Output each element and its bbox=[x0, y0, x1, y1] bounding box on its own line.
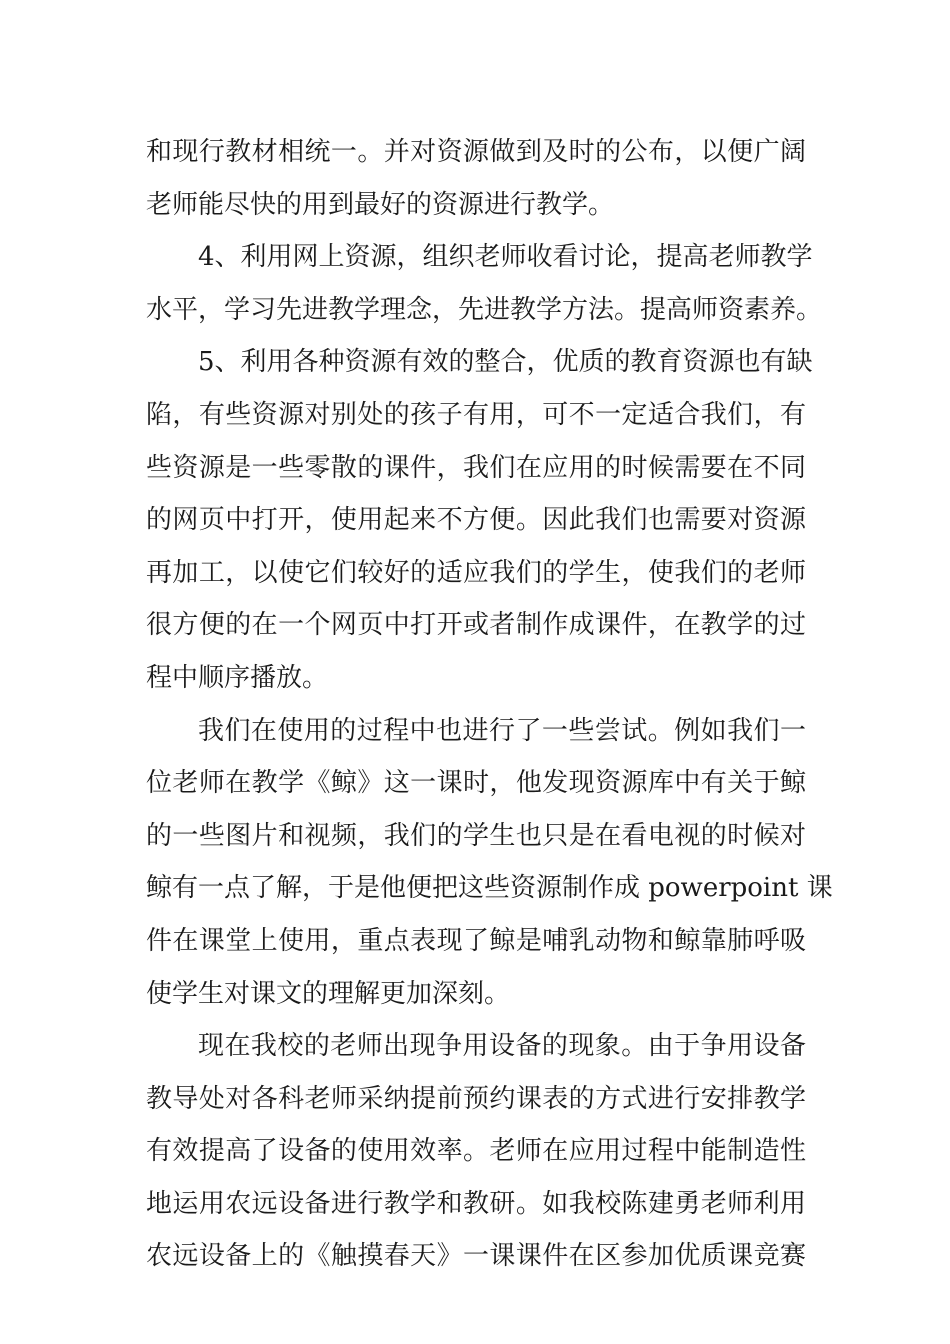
text-line: 位老师在教学《鲸》这一课时，他发现资源库中有关于鲸 bbox=[146, 768, 806, 799]
paragraph-first-line: 5、利用各种资源有效的整合，优质的教育资源也有缺 bbox=[198, 347, 813, 378]
paragraph-first-line: 我们在使用的过程中也进行了一些尝试。例如我们一 bbox=[198, 715, 806, 746]
paragraph-first-line: 4、利用网上资源，组织老师收看讨论，提高老师教学 bbox=[198, 242, 813, 273]
text-line: 鲸有一点了解，于是他便把这些资源制作成 powerpoint 课 bbox=[146, 873, 833, 904]
text-line: 些资源是一些零散的课件，我们在应用的时候需要在不同 bbox=[146, 452, 806, 483]
text-line: 再加工，以使它们较好的适应我们的学生，使我们的老师 bbox=[146, 557, 806, 588]
text-line: 教导处对各科老师采纳提前预约课表的方式进行安排教学 bbox=[146, 1083, 806, 1114]
text-line: 件在课堂上使用，重点表现了鲸是哺乳动物和鲸靠肺呼吸 bbox=[146, 925, 806, 956]
text-line: 程中顺序播放。 bbox=[146, 662, 329, 693]
text-line: 陷，有些资源对别处的孩子有用，可不一定适合我们，有 bbox=[146, 399, 806, 430]
text-line: 使学生对课文的理解更加深刻。 bbox=[146, 978, 511, 1009]
text-line: 有效提高了设备的使用效率。老师在应用过程中能制造性 bbox=[146, 1136, 806, 1167]
text-line: 很方便的在一个网页中打开或者制作成课件，在教学的过 bbox=[146, 610, 806, 641]
text-line: 的网页中打开，使用起来不方便。因此我们也需要对资源 bbox=[146, 505, 806, 536]
text-line: 地运用农远设备进行教学和教研。如我校陈建勇老师利用 bbox=[146, 1188, 806, 1219]
text-line: 水平，学习先进教学理念，先进教学方法。提高师资素养。 bbox=[146, 294, 823, 325]
text-line: 老师能尽快的用到最好的资源进行教学。 bbox=[146, 189, 615, 220]
text-line: 的一些图片和视频，我们的学生也只是在看电视的时候对 bbox=[146, 820, 806, 851]
paragraph-first-line: 现在我校的老师出现争用设备的现象。由于争用设备 bbox=[198, 1031, 806, 1062]
body-text bbox=[146, 126, 833, 1283]
text-line: 和现行教材相统一。并对资源做到及时的公布，以便广阔 bbox=[146, 137, 806, 167]
text-line: 农远设备上的《触摸春天》一课课件在区参加优质课竞赛 bbox=[146, 1241, 806, 1272]
